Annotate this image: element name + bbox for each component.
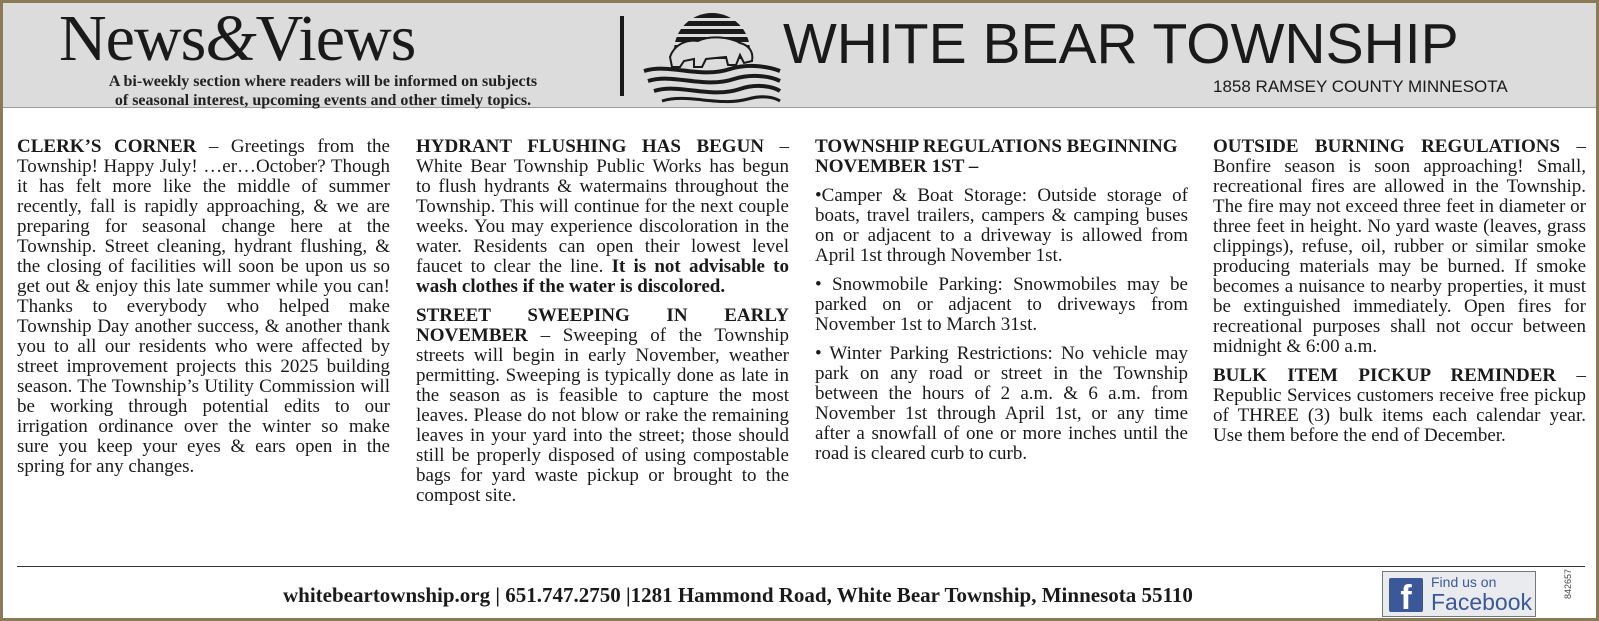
clerks-corner-body: – Greetings from the Township! Happy July! …er…October? Though it has felt more like the middle of summer recently, fall is rapidly approaching, & we are preparing for seasonal change here at the Township. Street cleaning, hydrant flushing, & the closing of facilities will soon be upon us so get out & enjoy this late summer while you can! Thanks to everybody who helped make Township Day another success, & another thank you to all our residents who were affected by street improvement projects this 2025 building season. The Township’s Utility Commission will be working through potential edits to our irrigation ordinance over the winter so make sure you keep your eyes & ears open in the spring for any changes. [17, 136, 390, 477]
white-bear-logo-icon [640, 9, 784, 107]
tagline-line-2: of seasonal interest, upcoming events and other timely topics. [114, 92, 532, 109]
hydrant-body: – White Bear Township Public Works has begun to flush hydrants & watermains throughout the Township. This will continue for the next couple weeks. You may experience discoloration in the water. Residents can open their lowest level faucet to clear the line. [416, 136, 790, 277]
regulation-item: •Camper & Boat Storage: Outside storage of boats, travel trailers, campers & camping buses on or adjacent to a driveway is allowed from April 1st through November 1st. [815, 185, 1188, 266]
burning-heading: OUTSIDE BURNING REGULATIONS [1213, 136, 1561, 157]
facebook-find-label: Find us on [1431, 574, 1497, 590]
clerks-corner-heading: CLERK’S CORNER [17, 136, 197, 157]
column-regulations [815, 137, 1188, 473]
facebook-badge[interactable] [1382, 571, 1536, 617]
header-divider [620, 16, 624, 96]
sweeping-body: – Sweeping of the Township streets will begin in early November, weather permitting. Sweeping is typically done as late in the season as is feasible to capture the most leaves. Please do not blow or rake the remaining leaves in your yard into the street; those should still be properly disposed of using compostable bags for yard waste pickup or brought to the compost site. [416, 325, 789, 506]
views-word: Views [255, 2, 416, 75]
column-clerks-corner [17, 137, 390, 486]
township-subtitle: 1858 RAMSEY COUNTY MINNESOTA [1213, 77, 1508, 96]
news-word: News [59, 2, 206, 75]
regulations-heading-dash: – [964, 156, 979, 177]
news-views-title [59, 2, 416, 75]
column-burning-bulk [1213, 137, 1586, 455]
regulation-item: • Snowmobile Parking: Snowmobiles may be parked on or adjacent to driveways from November 1st to March 31st. [815, 274, 1188, 335]
ad-code: 842657 [1563, 568, 1573, 599]
tagline [43, 72, 603, 110]
township-name: WHITE BEAR TOWNSHIP [783, 12, 1459, 76]
facebook-icon: f [1389, 578, 1423, 612]
clerks-corner-article [17, 137, 390, 477]
hydrant-warning: It is not advisable to wash clothes if the water is discolored. [416, 256, 790, 297]
tagline-line-1: A bi-weekly section where readers will be informed on subjects [108, 73, 538, 90]
bulk-body: – Republic Services customers receive free pickup of THREE (3) bulk items each calendar year. Use them before the end of December. [1213, 365, 1587, 446]
footer-contact-line[interactable]: whitebeartownship.org | 651.747.2750 |1281 Hammond Road, White Bear Township, Minnesota 55110 [283, 583, 1193, 607]
regulation-item: • Winter Parking Restrictions: No vehicle may park on any road or street in the Township between the hours of 2 a.m. & 6 a.m. from November 1st through April 1st, or any time after a snowfall of one or more inches until the road is cleared curb to curb. [815, 343, 1188, 464]
sweeping-heading: STREET SWEEPING IN EARLY NOVEMBER [416, 305, 789, 346]
burning-body: – Bonfire season is soon approaching! Small, recreational fires are allowed in the Township. The fire may not exceed three feet in diameter or three feet in height. No yard waste (leaves, grass clippings), refuse, oil, rubber or similar smoke producing materials may be burned. If smoke becomes a nuisance to nearby properties, it must be extinguished immediately. Open fires for recreational purposes shall not occur between midnight & 6:00 a.m. [1213, 136, 1586, 357]
ampersand: & [205, 2, 256, 75]
column-hydrant-sweeping [416, 137, 789, 515]
hydrant-article [416, 137, 789, 297]
header-banner [3, 3, 1596, 108]
bulk-article [1213, 366, 1586, 446]
hydrant-heading: HYDRANT FLUSHING HAS BEGUN [416, 136, 765, 157]
bulk-heading: BULK ITEM PICKUP REMINDER [1213, 365, 1557, 386]
sweeping-article [416, 306, 789, 506]
burning-article [1213, 137, 1586, 357]
footer-divider [17, 566, 1585, 567]
regulations-heading: TOWNSHIP REGULATIONS BEGINNING NOVEMBER 1ST [815, 136, 1178, 177]
regulations-heading-block [815, 137, 1188, 177]
facebook-name-label: Facebook [1431, 589, 1533, 615]
